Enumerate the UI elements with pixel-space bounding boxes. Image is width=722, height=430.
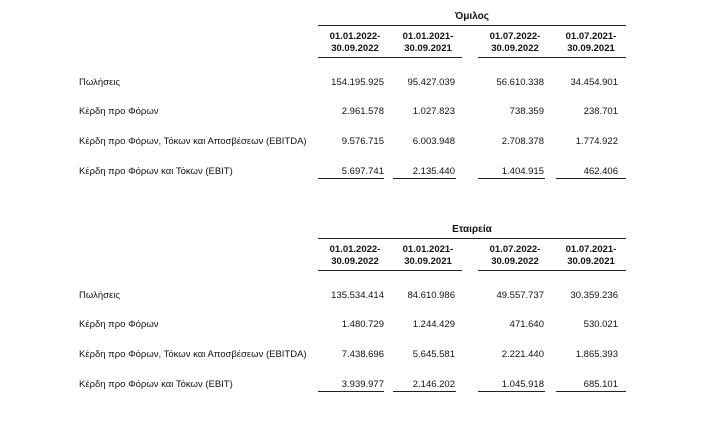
total-underline — [393, 391, 456, 392]
row-value: 738.359 — [509, 106, 544, 117]
row-value: 1.244.429 — [412, 319, 455, 330]
row-label: Πωλήσεις — [79, 77, 120, 88]
row-value: 84.610.986 — [407, 290, 455, 301]
total-underline — [318, 178, 384, 179]
row-label: Κέρδη προ Φόρων και Τόκων (EBIT) — [79, 379, 233, 390]
row-label: Κέρδη προ Φόρων, Τόκων και Αποσβέσεων (EBITDA) — [79, 136, 307, 147]
row-label: Κέρδη προ Φόρων, Τόκων και Αποσβέσεων (EBITDA) — [79, 349, 307, 360]
row-value: 7.438.696 — [341, 349, 384, 360]
total-underline — [556, 178, 626, 179]
column-header: 01.07.2021- 30.09.2021 — [565, 244, 617, 267]
row-label: Κέρδη προ Φόρων — [79, 106, 159, 117]
column-header: 01.01.2021- 30.09.2021 — [402, 244, 454, 267]
row-value: 3.939.977 — [341, 379, 384, 390]
row-value: 2.708.378 — [501, 136, 544, 147]
column-header: 01.01.2022- 30.09.2022 — [329, 244, 381, 267]
row-value: 5.697.741 — [341, 166, 384, 177]
row-value: 471.640 — [509, 319, 544, 330]
column-header: 01.07.2022- 30.09.2022 — [489, 244, 541, 267]
header-rule — [478, 270, 626, 271]
row-value: 6.003.948 — [412, 136, 455, 147]
row-value: 2.135.440 — [412, 166, 455, 177]
column-header: 01.01.2021- 30.09.2021 — [402, 31, 454, 54]
row-value: 1.045.918 — [501, 379, 544, 390]
column-header: 01.07.2021- 30.09.2021 — [565, 31, 617, 54]
title-rule — [318, 25, 626, 26]
total-underline — [556, 391, 626, 392]
row-value: 95.427.039 — [407, 77, 455, 88]
total-underline — [393, 178, 456, 179]
row-value: 2.221.440 — [501, 349, 544, 360]
title-rule — [318, 238, 626, 239]
table-title: Εταιρεία — [452, 224, 492, 235]
row-value: 34.454.901 — [570, 77, 618, 88]
row-value: 530.021 — [583, 319, 618, 330]
row-value: 135.534.414 — [331, 290, 384, 301]
row-value: 1.480.729 — [341, 319, 384, 330]
row-label: Κέρδη προ Φόρων και Τόκων (EBIT) — [79, 166, 233, 177]
row-label: Κέρδη προ Φόρων — [79, 319, 159, 330]
row-value: 462.406 — [583, 166, 618, 177]
row-value: 9.576.715 — [341, 136, 384, 147]
row-value: 1.865.393 — [575, 349, 618, 360]
row-value: 1.027.823 — [412, 106, 455, 117]
row-value: 5.645.581 — [412, 349, 455, 360]
total-underline — [478, 391, 545, 392]
table-title: Όμιλος — [455, 11, 489, 22]
row-value: 238.701 — [583, 106, 618, 117]
column-header: 01.01.2022- 30.09.2022 — [329, 31, 381, 54]
row-value: 2.961.578 — [341, 106, 384, 117]
row-value: 154.195.925 — [331, 77, 384, 88]
total-underline — [478, 178, 545, 179]
row-value: 2.146.202 — [412, 379, 455, 390]
header-rule — [478, 57, 626, 58]
row-value: 49.557.737 — [496, 290, 544, 301]
row-value: 56.610.338 — [496, 77, 544, 88]
row-value: 1.774.922 — [575, 136, 618, 147]
row-value: 30.359.236 — [570, 290, 618, 301]
total-underline — [318, 391, 384, 392]
row-label: Πωλήσεις — [79, 290, 120, 301]
row-value: 1.404.915 — [501, 166, 544, 177]
row-value: 685.101 — [583, 379, 618, 390]
header-rule — [318, 57, 462, 58]
header-rule — [318, 270, 462, 271]
column-header: 01.07.2022- 30.09.2022 — [489, 31, 541, 54]
